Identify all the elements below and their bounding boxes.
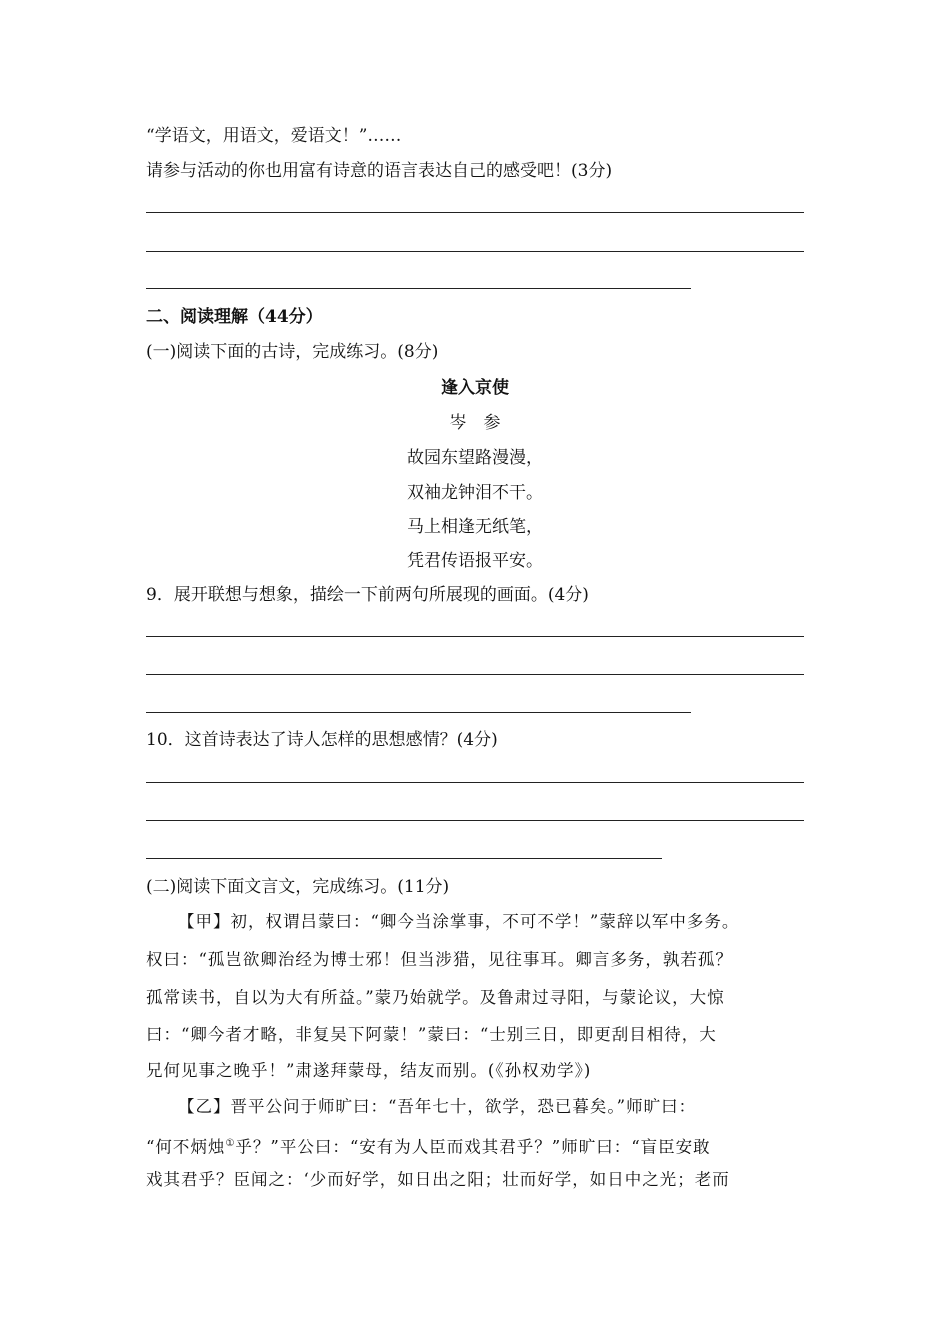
answer-line[interactable] xyxy=(146,782,804,783)
part2-title: (二)阅读下面文言文，完成练习。(11分) xyxy=(146,877,450,897)
section-heading: 二、阅读理解（44分） xyxy=(146,307,323,327)
q8-quote: “学语文，用语文，爱语文！”…… xyxy=(146,126,402,146)
answer-line[interactable] xyxy=(146,820,804,821)
passage-yi-text: 乎？”平公曰：“安有为人臣而戏其君乎？”师旷曰：“盲臣安敢 xyxy=(235,1137,711,1157)
passage-jia-line: 曰：“卿今者才略，非复吴下阿蒙！”蒙曰：“士别三日，即更刮目相待，大 xyxy=(146,1025,717,1044)
passage-jia-line: 兄何见事之晚乎！”肃遂拜蒙母，结友而别。(《孙权劝学》) xyxy=(146,1061,592,1080)
answer-line[interactable] xyxy=(146,212,804,213)
poem-line: 马上相逢无纸笔， xyxy=(407,517,543,537)
q8-prompt: 请参与活动的你也用富有诗意的语言表达自己的感受吧！(3分) xyxy=(146,161,613,181)
answer-line[interactable] xyxy=(146,251,804,252)
passage-jia-line: 【甲】初，权谓吕蒙曰：“卿今当涂掌事，不可不学！”蒙辞以军中多务。 xyxy=(178,912,740,931)
answer-line[interactable] xyxy=(146,712,691,713)
poem-line: 双袖龙钟泪不干。 xyxy=(407,483,543,503)
passage-jia-line: 权曰：“孤岂欲卿治经为博士邪！但当涉猎，见往事耳。卿言多务，孰若孤？ xyxy=(146,950,733,969)
footnote-marker[interactable]: ① xyxy=(225,1138,236,1149)
answer-line[interactable] xyxy=(146,288,691,289)
q9-prompt: 9．展开联想与想象，描绘一下前两句所展现的画面。(4分) xyxy=(146,585,589,605)
answer-line[interactable] xyxy=(146,636,804,637)
poem-title: 逢入京使 xyxy=(441,378,509,398)
passage-yi-line: 【乙】晋平公问于师旷曰：“吾年七十，欲学，恐已暮矣。”师旷曰： xyxy=(178,1097,697,1116)
passage-yi-line: 戏其君乎？臣闻之：‘少而好学，如日出之阳；壮而好学，如日中之光；老而 xyxy=(146,1170,730,1189)
poem-author: 岑 参 xyxy=(449,413,501,433)
answer-line[interactable] xyxy=(146,858,662,859)
poem-line: 故园东望路漫漫， xyxy=(407,448,543,468)
answer-line[interactable] xyxy=(146,674,804,675)
passage-jia-line: 孤常读书，自以为大有所益。”蒙乃始就学。及鲁肃过寻阳，与蒙论议，大惊 xyxy=(146,988,725,1007)
passage-yi-text: “何不炳烛 xyxy=(146,1137,226,1157)
part1-title: (一)阅读下面的古诗，完成练习。(8分) xyxy=(146,342,439,362)
q10-prompt: 10．这首诗表达了诗人怎样的思想感情？(4分) xyxy=(146,730,498,750)
poem-line: 凭君传语报平安。 xyxy=(407,551,543,571)
passage-yi-line xyxy=(146,1133,711,1159)
